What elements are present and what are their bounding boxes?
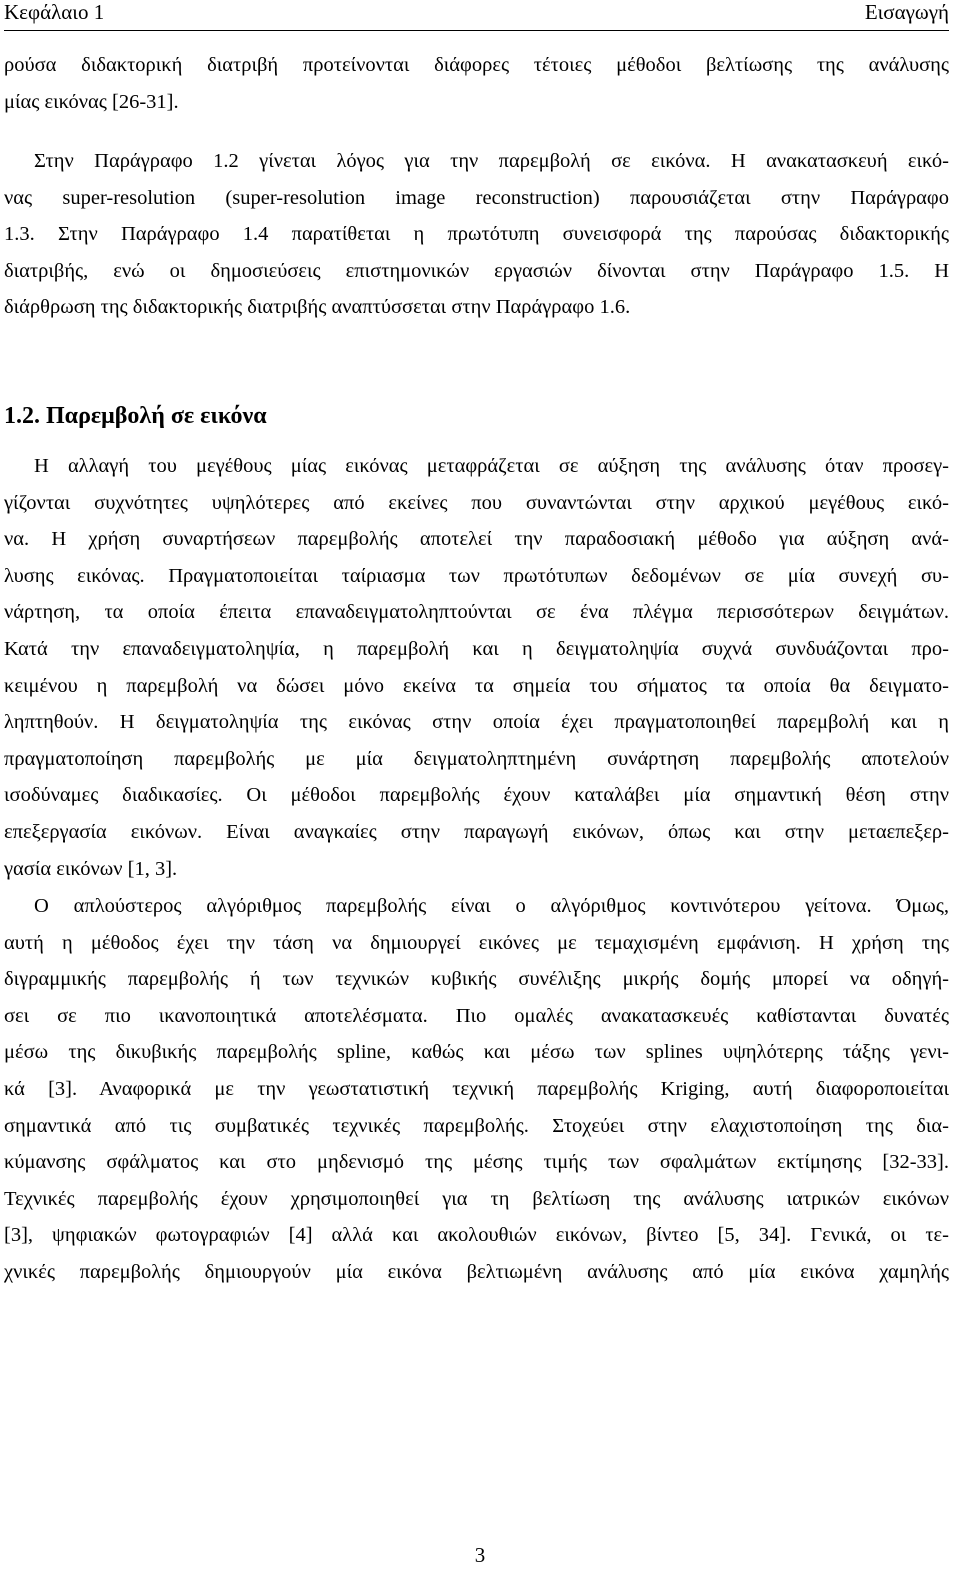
interpolation-paragraph-2 bbox=[4, 888, 949, 1291]
text-line: Στην Παράγραφο 1.2 γίνεται λόγος για την παρεμβολή σε εικόνα. Η ανακατασκευή εικό- bbox=[34, 150, 949, 172]
page-number: 3 bbox=[474, 1543, 486, 1567]
text-line: νάρτηση, τα οποία έπειτα επαναδειγματοληπτούνται σε ένα πλέγμα περισσότερων δειγμάτων. bbox=[4, 601, 949, 624]
text-line: Ο απλούστερος αλγόριθμος παρεμβολής είναι ο αλγόριθμος κοντινότερου γείτονα. Όμως, bbox=[34, 895, 949, 917]
text-line: ληπτηθούν. Η δειγματοληψία της εικόνας στην οποία έχει πραγματοποιηθεί παρεμβολή και η bbox=[4, 711, 949, 734]
text-line: σημαντικά από τις συμβατικές τεχνικές παρεμβολής. Στοχεύει στην ελαχιστοποίηση της δια- bbox=[4, 1114, 949, 1137]
text-line: κά [3]. Αναφορικά με την γεωστατιστική τεχνική παρεμβολής Kriging, αυτή διαφοροποιείται bbox=[4, 1077, 949, 1100]
text-line: Κατά την επαναδειγματοληψία, η παρεμβολή και η δειγματοληψία συχνά συνδυάζονται προ- bbox=[4, 637, 949, 660]
outline-paragraph bbox=[4, 143, 949, 326]
text-line: επεξεργασία εικόνων. Είναι αναγκαίες στην παραγωγή εικόνων, όπως και στην μεταεπεξερ- bbox=[4, 820, 949, 843]
text-line: γασία εικόνων [1, 3]. bbox=[4, 857, 178, 880]
text-line: ρούσα διδακτορική διατριβή προτείνονται διάφορες τέτοιες μέθοδοι βελτίωσης της ανάλυσης bbox=[4, 54, 949, 76]
text-line: πραγματοποίηση παρεμβολής με μία δειγματοληπτημένη συνάρτηση παρεμβολής αποτελούν bbox=[4, 747, 949, 770]
text-line: διάρθρωση της διδακτορικής διατριβής αναπτύσσεται στην Παράγραφο 1.6. bbox=[4, 296, 631, 319]
interpolation-paragraph-1 bbox=[4, 448, 949, 887]
text-line: διγραμμικής παρεμβολής ή των τεχνικών κυβικής συνέλιξης μικρής δομής μπορεί να οδηγή- bbox=[4, 968, 949, 991]
text-line: Τεχνικές παρεμβολής έχουν χρησιμοποιηθεί για τη βελτίωση της ανάλυσης ιατρικών εικόνων bbox=[4, 1187, 949, 1210]
text-line: χνικές παρεμβολής δημιουργούν μία εικόνα βελτιωμένη ανάλυσης από μία εικόνα χαμηλής bbox=[4, 1260, 949, 1283]
text-line: 1.3. Στην Παράγραφο 1.4 παρατίθεται η πρωτότυπη συνεισφορά της παρούσας διδακτορικής bbox=[4, 223, 949, 246]
intro-paragraph bbox=[4, 47, 949, 120]
text-line: γίζονται συχνότητες υψηλότερες από εκείνες που συναντώνται στην αρχικού μεγέθους εικό- bbox=[4, 491, 949, 514]
text-line: λυσης εικόνας. Πραγματοποιείται ταίριασμα των πρωτότυπων δεδομένων σε μία συνεχή συ- bbox=[4, 564, 949, 587]
text-line: κειμένου η παρεμβολή να δώσει μόνο εκείνα τα σημεία του σήματος τα οποία θα δειγματο- bbox=[4, 674, 949, 697]
text-line: νας super-resolution (super-resolution image reconstruction) παρουσιάζεται στην Παράγραφο bbox=[4, 186, 949, 209]
text-line: κύμανσης σφάλματος και στο μηδενισμό της μέσης τιμής των σφαλμάτων εκτίμησης [32-33]. bbox=[4, 1151, 949, 1174]
text-line: διατριβής, ενώ οι δημοσιεύσεις επιστημονικών εργασιών δίνονται στην Παράγραφο 1.5. Η bbox=[4, 259, 949, 282]
text-line: σει σε πιο ικανοποιητικά αποτελέσματα. Πιο ομαλές ανακατασκευές καθίστανται δυνατές bbox=[4, 1004, 949, 1027]
running-header bbox=[4, 0, 949, 31]
section-heading: 1.2. Παρεμβολή σε εικόνα bbox=[4, 403, 267, 429]
section-label: Εισαγωγή bbox=[864, 0, 949, 24]
text-line: μίας εικόνας [26-31]. bbox=[4, 90, 179, 113]
text-line: [3], ψηφιακών φωτογραφιών [4] αλλά και ακολουθιών εικόνων, βίντεο [5, 34]. Γενικά, οι τε- bbox=[4, 1224, 949, 1247]
text-line: ισοδύναμες διαδικασίες. Οι μέθοδοι παρεμβολής έχουν καταλάβει μία σημαντική θέση στην bbox=[4, 784, 949, 807]
text-line: Η αλλαγή του μεγέθους μίας εικόνας μεταφράζεται σε αύξηση της ανάλυσης όταν προσεγ- bbox=[34, 455, 949, 477]
text-line: αυτή η μέθοδος έχει την τάση να δημιουργεί εικόνες με τεμαχισμένη εμφάνιση. Η χρήση της bbox=[4, 931, 949, 954]
chapter-label: Κεφάλαιο 1 bbox=[4, 0, 105, 24]
text-line: να. Η χρήση συναρτήσεων παρεμβολής αποτελεί την παραδοσιακή μέθοδο για αύξηση ανά- bbox=[4, 528, 949, 551]
text-line: μέσω της δικυβικής παρεμβολής spline, καθώς και μέσω των splines υψηλότερης τάξης γενι- bbox=[4, 1041, 949, 1064]
